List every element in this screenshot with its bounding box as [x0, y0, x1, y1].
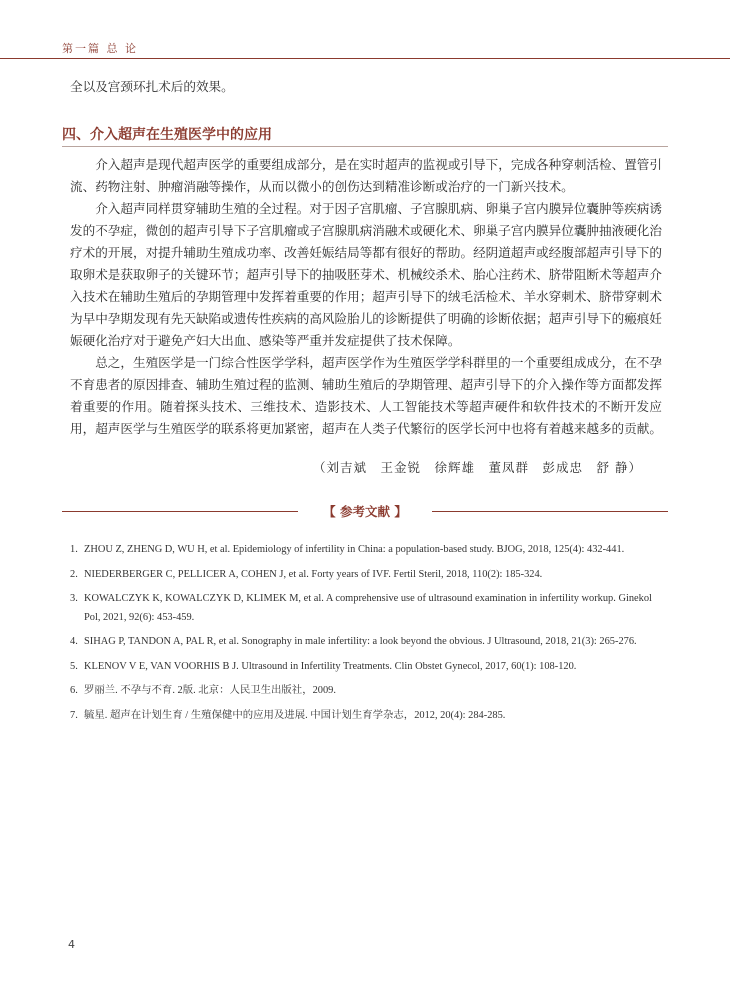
header-rule [0, 58, 730, 59]
reference-item [70, 658, 658, 677]
references-heading: 【 参考文献 】 [323, 504, 407, 519]
reference-text: KLENOV V E, VAN VOORHIS B J. Ultrasound in Infertility Treatments. Clin Obstet Gynecol, 2017, 60(1): 108-120. [84, 660, 577, 672]
reference-number: 3. [70, 593, 78, 604]
section-title: 四、介入超声在生殖医学中的应用 [62, 127, 272, 143]
reference-item [70, 590, 658, 627]
reference-text: 毓星. 超声在计划生育 / 生殖保健中的应用及进展. 中国计划生育学杂志，2012, 20(4): 284-285. [84, 709, 506, 721]
reference-text: SIHAG P, TANDON A, PAL R, et al. Sonography in male infertility: a look beyond the obvious. J Ultrasound, 2018, 21(3): 265-276. [84, 636, 637, 647]
references-heading-bar [62, 500, 668, 522]
reference-item [70, 682, 658, 701]
section-body [70, 154, 662, 440]
running-header: 第一篇 总 论 [62, 42, 138, 55]
page-number: 4 [68, 938, 75, 951]
section-rule [62, 146, 668, 147]
reference-text: ZHOU Z, ZHENG D, WU H, et al. Epidemiology of infertility in China: a population-based study. BJOG, 2018, 125(4): 432-441. [84, 544, 625, 555]
reference-text: KOWALCZYK K, KOWALCZYK D, KLIMEK M, et al. A comprehensive use of ultrasound examination in infertility workup. Ginekol Pol, 2021, 92(6): 453-459. [84, 593, 652, 623]
reference-item [70, 707, 658, 726]
references-rule-right [432, 511, 668, 512]
paragraph-summary: 总之，生殖医学是一门综合性医学学科，超声医学作为生殖医学学科群里的一个重要组成成分，在不孕不育患者的原因排查、辅助生殖过程的监测、辅助生殖后的孕期管理、超声引导下的介入操作等方面都发挥着重要的作用。随着探头技术、三维技术、造影技术、人工智能技术等超声硬件和软件技术的不断开发应用，超声医学与生殖医学的联系将更加紧密，超声在人类子代繁衍的医学长河中也将有着越来越多的贡献。 [70, 355, 662, 436]
reference-number: 5. [70, 660, 78, 672]
reference-number: 4. [70, 636, 78, 647]
continuation-text: 全以及宫颈环扎术后的效果。 [70, 79, 234, 94]
references-rule-left [62, 511, 298, 512]
author-list: （刘吉斌 王金锐 徐辉雄 董凤群 彭成忠 舒 静） [313, 460, 642, 475]
reference-item [70, 541, 658, 560]
reference-number: 2. [70, 568, 78, 580]
reference-number: 6. [70, 685, 78, 696]
reference-list [70, 541, 658, 731]
reference-text: 罗丽兰. 不孕与不育. 2版. 北京：人民卫生出版社，2009. [84, 685, 336, 696]
reference-item [70, 566, 658, 585]
paragraph-applications: 介入超声同样贯穿辅助生殖的全过程。对于因子宫肌瘤、子宫腺肌病、卵巢子宫内膜异位囊肿等疾病诱发的不孕症，微创的超声引导下子宫肌瘤或子宫腺肌病消融术或硬化术、卵巢子宫内膜异位囊肿抽液硬化治疗术的开展，对提升辅助生殖成功率、改善妊娠结局等都有很好的帮助。经阴道超声或经腹部超声引导下的取卵术是获取卵子的关键环节；超声引导下的抽吸胚芽术、机械绞杀术、胎心注药术、脐带阻断术等超声介入技术在辅助生殖后的孕期管理中发挥着重要的作用；超声引导下的绒毛活检术、羊水穿刺术、脐带穿刺术为早中孕期发现有先天缺陷或遗传性疾病的高风险胎儿的诊断提供了明确的诊断依据；超声引导下的瘢痕妊娠硬化治疗对于避免产妇大出血、感染等严重并发症提供了技术保障。 [70, 201, 662, 348]
reference-number: 7. [70, 709, 78, 721]
reference-number: 1. [70, 544, 78, 555]
reference-item [70, 633, 658, 652]
paragraph-intro: 介入超声是现代超声医学的重要组成部分，是在实时超声的监视或引导下，完成各种穿刺活检、置管引流、药物注射、肿瘤消融等操作，从而以微小的创伤达到精准诊断或治疗的一门新兴技术。 [70, 157, 662, 194]
reference-text: NIEDERBERGER C, PELLICER A, COHEN J, et al. Forty years of IVF. Fertil Steril, 2018, 110(2): 185-324. [84, 568, 543, 580]
